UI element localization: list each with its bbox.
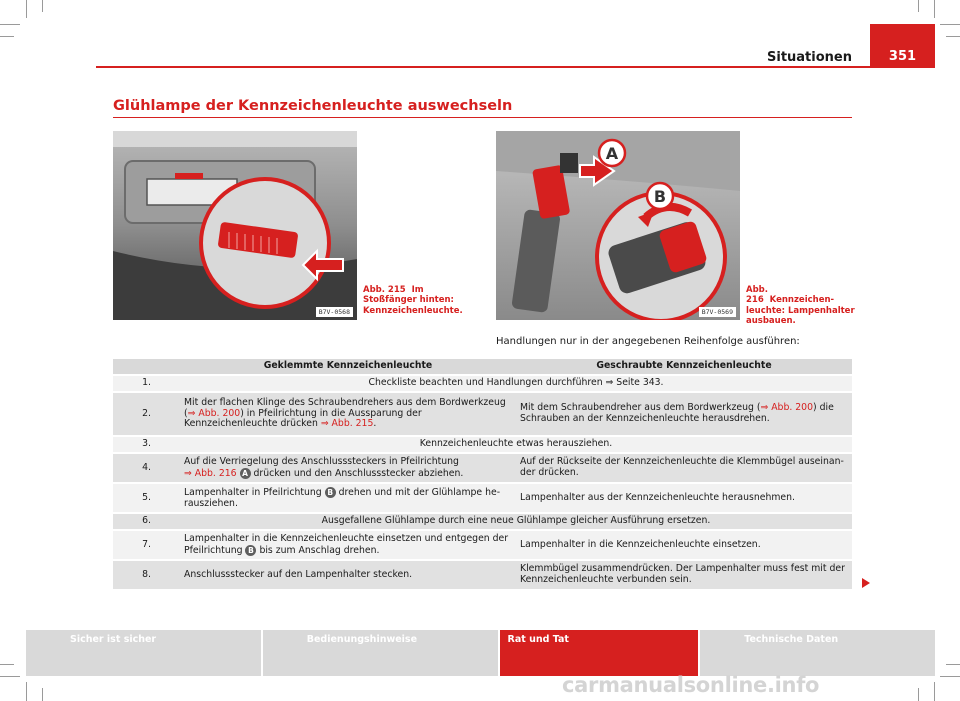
page-number: 351 — [888, 49, 917, 64]
text-run: Auf die Verriegelung des Anschlusssteckers in Pfeilrichtung — [184, 455, 459, 467]
footer-tab-advice[interactable]: Rat und Tat — [500, 630, 699, 676]
step-span-text: Kennzeichenleuchte etwas herausziehen. — [419, 438, 613, 450]
text-run: ) die Schrauben an der Kennzeichenleuchte herausdrehen. — [520, 402, 834, 424]
figure-link[interactable]: ⇒ Abb. 200 — [187, 407, 241, 419]
steps-table — [113, 359, 852, 591]
step-number: 7. — [113, 530, 180, 560]
intro-text: Handlungen nur in der angegebenen Reihenfolge ausführen: — [496, 336, 800, 347]
callout-b-marker: B — [245, 545, 256, 556]
figure-215-image — [113, 131, 357, 320]
caption-label: Abb. 215 — [363, 285, 406, 295]
crop-mark — [0, 664, 14, 665]
table-row — [113, 560, 852, 590]
text-run: Lampenhalter in Pfeilrichtung — [184, 486, 322, 498]
step-span-text: Checkliste beachten und Handlungen durchführen ⇒ Seite 343. — [368, 377, 664, 389]
text-run: Lampenhalter in die Kennzeichenleuchte einsetzen. — [520, 538, 761, 550]
caption-text: Kennzeichenleuchte: Lampenhalter ausbauen. — [746, 295, 855, 327]
title-rule — [113, 117, 852, 118]
crop-mark — [946, 36, 960, 37]
text-run: Mit der flachen Klinge des Schraubendrehers aus dem Bordwerkzeug ( — [184, 396, 506, 419]
watermark: carmanualsonline.info — [562, 673, 820, 697]
step-text-clamped — [180, 392, 516, 436]
crop-mark — [0, 24, 20, 25]
crop-mark — [42, 688, 43, 701]
section-title: Glühlampe der Kennzeichenleuchte auswechseln — [113, 98, 513, 114]
text-run: . — [373, 418, 377, 430]
step-number: 2. — [113, 392, 180, 436]
caption-text: Im Stoßfänger hinten: Kennzeichenleuchte. — [363, 285, 463, 316]
figure-215-caption — [363, 285, 473, 316]
step-text-screwed — [516, 530, 852, 560]
table-header-screwed: Geschraubte Kennzeichenleuchte — [516, 359, 852, 375]
text-run: drücken und den Anschlussstecker abziehen. — [253, 467, 464, 479]
step-number: 6. — [113, 513, 180, 530]
step-span-text: Ausgefallene Glühlampe durch eine neue Glühlampe gleicher Ausführung ersetzen. — [321, 515, 711, 527]
table-row — [113, 375, 852, 392]
crop-mark — [26, 0, 27, 18]
step-text-screwed — [516, 483, 852, 513]
bumper-illustration — [113, 131, 357, 320]
figure-link[interactable]: ⇒ Abb. 200 — [760, 402, 814, 414]
footer-tab-safety[interactable]: Sicher ist sicher — [26, 630, 261, 676]
table-row — [113, 436, 852, 453]
step-text-clamped — [180, 530, 516, 560]
crop-mark — [0, 36, 14, 37]
table-row — [113, 530, 852, 560]
step-text-screwed — [516, 392, 852, 436]
step-text — [180, 513, 852, 530]
figure-216-caption — [746, 285, 856, 326]
table-row — [113, 513, 852, 530]
figure-link[interactable]: ⇒ Abb. 215 — [320, 418, 374, 430]
text-run: drehen und mit der Glühlampe herausziehen. — [184, 486, 501, 509]
header-rule — [96, 66, 935, 68]
text-run: Lampenhalter aus der Kennzeichenleuchte herausnehmen. — [520, 491, 795, 503]
footer-tab-operating[interactable]: Bedienungshinweise — [263, 630, 498, 676]
crop-mark — [26, 682, 27, 701]
crop-mark — [918, 688, 919, 701]
figure-code: B7V-0568 — [316, 307, 353, 317]
text-run: Auf der Rückseite der Kennzeichenleuchte die Klemmbügel auseinander drücken. — [520, 456, 844, 478]
svg-text:B: B — [653, 187, 667, 206]
text-run: Mit dem Schraubendreher aus dem Bordwerkzeug ( — [520, 402, 761, 414]
table-header-row — [113, 359, 852, 375]
step-number: 5. — [113, 483, 180, 513]
crop-mark — [934, 0, 935, 18]
footer-tab-technical[interactable]: Technische Daten — [700, 630, 935, 676]
figure-link[interactable]: ⇒ Abb. 216 — [184, 467, 237, 479]
caption-label: Abb. 216 — [746, 285, 768, 306]
text-run: bis zum Anschlag drehen. — [259, 544, 380, 556]
crop-mark — [42, 0, 43, 12]
lamp-holder-illustration — [496, 131, 740, 320]
text-run: Lampenhalter in die Kennzeichenleuchte einsetzen und entgegen der Pfeilrichtung — [184, 532, 509, 556]
text-run: Klemmbügel zusammendrücken. Der Lampenhalter muss fest mit der Kennzeichenleuchte verbunden sein. — [520, 563, 845, 585]
figure-216-image — [496, 131, 740, 320]
step-text-screwed — [516, 453, 852, 483]
step-text-clamped — [180, 483, 516, 513]
step-number: 1. — [113, 375, 180, 392]
continue-arrow-icon — [862, 578, 870, 588]
figure-code: B7V-0569 — [699, 307, 736, 317]
step-text-clamped — [180, 560, 516, 590]
step-text-clamped — [180, 453, 516, 483]
step-number: 8. — [113, 560, 180, 590]
table-header-num — [113, 359, 180, 375]
running-head: Situationen — [767, 50, 852, 65]
text-run: ) in Pfeilrichtung in die Aussparung der Kennzeichenleuchte drücken — [184, 407, 422, 430]
crop-mark — [918, 0, 919, 12]
step-number: 4. — [113, 453, 180, 483]
table-header-clamped: Geklemmte Kennzeichenleuchte — [180, 359, 516, 375]
step-text — [180, 436, 852, 453]
table-row — [113, 483, 852, 513]
table-row — [113, 453, 852, 483]
crop-mark — [940, 676, 960, 677]
text-run: Anschlussstecker auf den Lampenhalter stecken. — [184, 568, 413, 580]
step-text-screwed — [516, 560, 852, 590]
table-row — [113, 392, 852, 436]
callout-b-marker: B — [325, 487, 336, 498]
footer-nav — [26, 630, 935, 676]
svg-text:A: A — [605, 144, 619, 163]
callout-a-marker: A — [240, 468, 251, 479]
crop-mark — [940, 24, 960, 25]
crop-mark — [946, 664, 960, 665]
step-number: 3. — [113, 436, 180, 453]
step-text — [180, 375, 852, 392]
crop-mark — [0, 676, 20, 677]
crop-mark — [934, 682, 935, 701]
